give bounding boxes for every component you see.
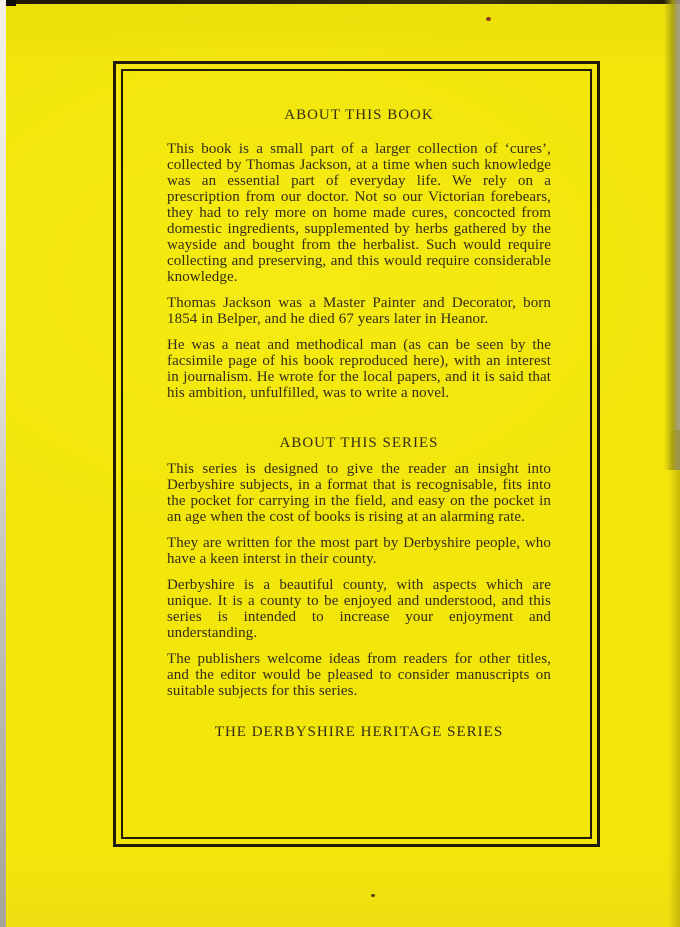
cover-frame-inner — [121, 69, 592, 839]
about-series-paragraph-2: They are written for the most part by Derbyshire people, who have a keen interst in their county. — [167, 535, 551, 567]
cover-content — [123, 71, 590, 837]
about-book-paragraph-2: Thomas Jackson was a Master Painter and Decorator, born 1854 in Belper, and he died 67 years later in Heanor. — [167, 295, 551, 327]
cover-frame-outer — [113, 61, 600, 847]
scan-edge-top — [0, 0, 680, 4]
dust-speck — [371, 894, 375, 897]
about-book-heading: ABOUT THIS BOOK — [284, 107, 434, 123]
ink-speck — [486, 17, 491, 21]
scan-edge-right — [664, 0, 680, 470]
about-book-paragraph-3: He was a neat and methodical man (as can be seen by the facsimile page of his book reproduced here), with an interest in journalism. He wrote for the local papers, and it is said that his ambition, unfulfilled, was to write a novel. — [167, 337, 551, 401]
about-series-heading: ABOUT THIS SERIES — [279, 435, 439, 451]
scan-shade-right — [668, 430, 680, 927]
about-book-paragraph-1: This book is a small part of a larger collection of ‘cures’, collected by Thomas Jackson, at a time when such knowledge was an essential part of everyday life. We rely on a prescription from our doctor. Not so our Victorian forebears, they had to rely more on home made cures, concocted from domestic ingredients, supplemented by herbs gathered by the wayside and bought from the herbalist. Such would require collecting and preserving, and this would require considerable knowledge. — [167, 141, 551, 285]
about-series-paragraph-1: This series is designed to give the reader an insight into Derbyshire subjects, in a format that is recognisable, fits into the pocket for carrying in the field, and easy on the pocket in an age when the cost of books is rising at an alarming rate. — [167, 461, 551, 525]
series-title: THE DERBYSHIRE HERITAGE SERIES — [214, 724, 504, 740]
scan-edge-left — [0, 0, 6, 927]
about-series-paragraph-3: Derbyshire is a beautiful county, with aspects which are unique. It is a county to be enjoyed and understood, and this series is intended to increase your enjoyment and understanding. — [167, 577, 551, 641]
about-series-paragraph-4: The publishers welcome ideas from readers for other titles, and the editor would be pleased to consider manuscripts on suitable subjects for this series. — [167, 651, 551, 699]
